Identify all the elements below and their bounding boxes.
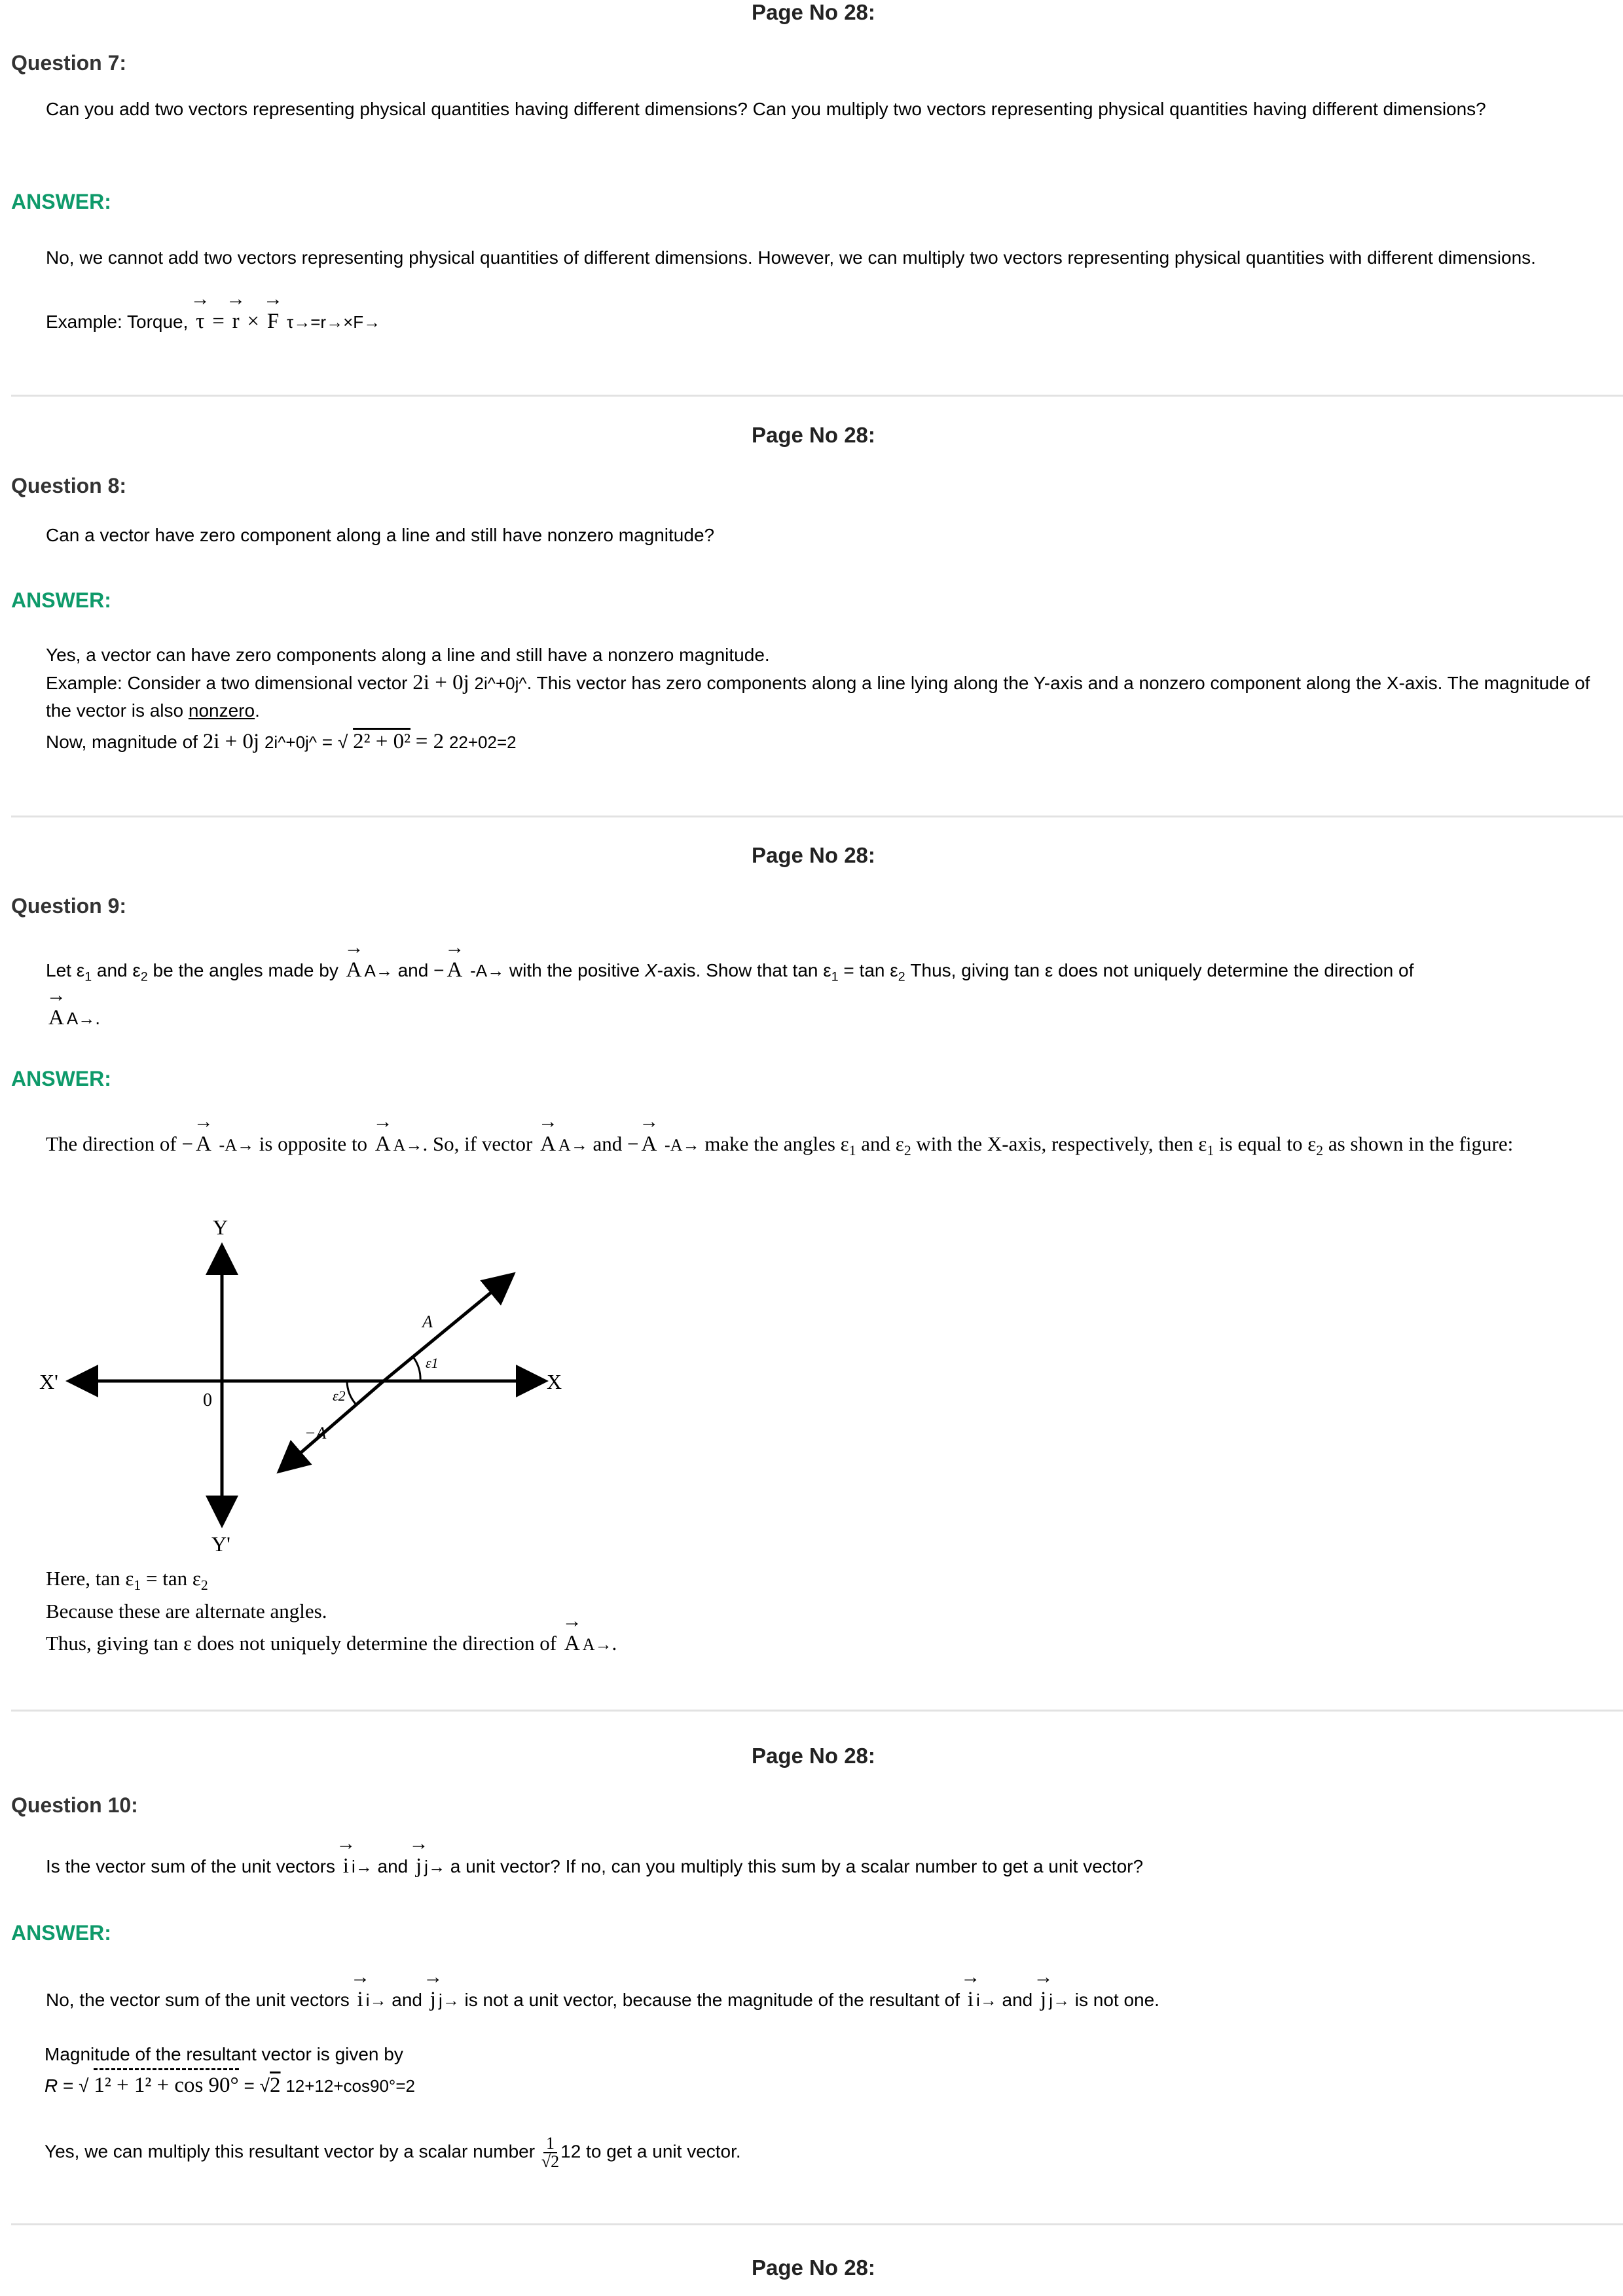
question-8-text: Can a vector have zero component along a line and still have nonzero magnitude? xyxy=(46,525,715,545)
a-vector: → A xyxy=(638,1130,659,1158)
example-prefix: Example: Consider a two dimensional vector xyxy=(46,673,408,693)
a-vector: → A xyxy=(562,1630,583,1657)
answer-10-magnitude xyxy=(45,2041,1609,2100)
text: Thus, giving tan ε does not uniquely determine the direction of xyxy=(905,960,1414,980)
section-divider xyxy=(11,395,1623,397)
answer-7-example xyxy=(46,308,1611,336)
label-vector-neg-a: −A xyxy=(304,1424,327,1443)
j-vector-plain: j→ xyxy=(438,1990,460,2010)
vector-plain: 2i^+0j^ xyxy=(264,732,318,752)
question-9-text xyxy=(46,953,1611,1035)
a-vector-plain: A→ xyxy=(582,1635,612,1654)
r-label: R xyxy=(45,2075,58,2096)
page-number-heading: Page No 28: xyxy=(752,0,875,24)
nonzero-word: nonzero xyxy=(188,700,255,721)
text: with the positive xyxy=(509,960,640,980)
term-2i: 2i xyxy=(202,730,220,753)
vector-expression xyxy=(412,669,469,696)
i-vector-plain: i→ xyxy=(976,1990,997,2010)
question-9-title: Question 9: xyxy=(11,894,127,918)
subscript: 1 xyxy=(831,969,839,984)
a-vector: → A xyxy=(344,953,365,987)
equals-sign: = xyxy=(321,732,333,752)
i-vector: → i xyxy=(355,1986,366,2013)
answer-9-label: ANSWER: xyxy=(11,1067,111,1090)
subscript: 1 xyxy=(84,969,92,984)
neg-a-vector-plain: -A→ xyxy=(665,1136,700,1155)
text: The direction of − xyxy=(46,1132,193,1155)
text: Because these are alternate angles. xyxy=(46,1600,327,1623)
text: as shown in the figure: xyxy=(1323,1132,1514,1155)
answer-9-conclusion xyxy=(46,1566,1611,1624)
result: = 2 xyxy=(415,730,445,753)
term-2i: 2i xyxy=(412,671,429,694)
text: and − xyxy=(593,1132,639,1155)
answer-10-text xyxy=(46,1986,1611,2014)
subscript: 1 xyxy=(1207,1143,1214,1159)
j-vector: → j xyxy=(428,1986,439,2013)
label-x: X xyxy=(547,1370,562,1393)
section-divider xyxy=(11,816,1623,817)
equation-plain: 12+12+cos90°=2 xyxy=(285,2076,415,2096)
text: Magnitude of the resultant vector is given by xyxy=(45,2044,403,2064)
fraction-one-over-root-two xyxy=(541,2135,559,2170)
subscript: 1 xyxy=(848,1143,856,1159)
question-10-text xyxy=(46,1852,1611,1880)
angle-e1-arc xyxy=(412,1356,420,1381)
now-prefix: Now, magnitude of xyxy=(46,732,198,752)
label-vector-a: A xyxy=(422,1312,433,1331)
page-number-heading: Page No 28: xyxy=(752,1744,875,1768)
text: = √ xyxy=(244,2075,270,2096)
text: to get a unit vector. xyxy=(586,2141,741,2162)
page-number-heading: Page No 28: xyxy=(752,423,875,447)
a-vector-plain: A→ xyxy=(364,961,393,980)
label-y-prime: Y' xyxy=(211,1532,230,1556)
equals-sign: = xyxy=(212,310,225,333)
text: and xyxy=(377,1856,409,1876)
sqrt-body: 1² + 1² + cos 90° xyxy=(94,2068,238,2099)
period: . xyxy=(95,1007,100,1028)
label-x-prime: X' xyxy=(39,1370,58,1393)
term-0j: 0j xyxy=(242,730,260,753)
example-suffix: . This vector has zero components along a line lying along the Y-axis and a nonzero component along the X-axis. The magnitude of the vector is also xyxy=(46,673,1590,721)
j-vector-plain: j→ xyxy=(424,1857,445,1876)
answer-10-conclusion xyxy=(45,2135,1609,2170)
vector-expression xyxy=(203,728,259,755)
answer-8-example xyxy=(46,669,1611,725)
answer-9-text xyxy=(46,1130,1611,1165)
a-vector: → A xyxy=(373,1130,393,1158)
text: and ε xyxy=(856,1132,904,1155)
numerator: 1 xyxy=(543,2135,557,2153)
sqrt-icon: √ xyxy=(337,732,348,752)
text: = tan ε xyxy=(838,960,898,980)
i-vector-plain: i→ xyxy=(365,1990,387,2010)
i-vector-plain: i→ xyxy=(351,1857,373,1876)
text: with the X-axis, respectively, then ε xyxy=(911,1132,1207,1155)
text: = tan ε xyxy=(141,1567,201,1590)
subscript: 2 xyxy=(140,969,148,984)
text: be the angles made by xyxy=(147,960,338,980)
sqrt-icon: √ xyxy=(79,2075,89,2096)
text: Let ε xyxy=(46,960,85,980)
sqrt-body: 2² + 0² xyxy=(353,730,410,753)
text: a unit vector? If no, can you multiply this sum by a scalar number to get a unit vector? xyxy=(450,1856,1144,1876)
label-e1: ε1 xyxy=(426,1355,439,1371)
r-vector: → r xyxy=(230,308,242,335)
text: Here, tan ε xyxy=(46,1567,134,1590)
answer-7-text: No, we cannot add two vectors representing physical quantities of different dimensions. However, we can multiply two vectors representing physical quantities with different dimensions. xyxy=(46,247,1536,268)
j-vector: → j xyxy=(413,1852,424,1880)
subscript: 2 xyxy=(200,1577,208,1594)
fraction-plain: 12 xyxy=(560,2141,581,2162)
text: Is the vector sum of the unit vectors xyxy=(46,1856,335,1876)
question-8-title: Question 8: xyxy=(11,474,127,497)
period: . xyxy=(255,700,260,721)
a-vector: → A xyxy=(444,953,465,987)
label-origin: 0 xyxy=(203,1390,212,1410)
text: = xyxy=(58,2075,79,2096)
subscript: 2 xyxy=(1316,1143,1324,1159)
text: is not a unit vector, because the magnitude of the resultant of xyxy=(464,1990,960,2010)
period: . xyxy=(611,1632,617,1655)
text: make the angles ε xyxy=(704,1132,849,1155)
page-number-heading: Page No 28: xyxy=(752,2255,875,2280)
text: is not one. xyxy=(1074,1990,1159,2010)
text: and xyxy=(392,1990,422,2010)
sqrt-two: 2 xyxy=(270,2073,281,2097)
answer-7-label: ANSWER: xyxy=(11,190,111,213)
i-vector: → i xyxy=(340,1852,352,1880)
angle-e2-arc xyxy=(347,1381,356,1405)
vector-plain: 2i^+0j^ xyxy=(474,673,527,693)
answer-8-magnitude xyxy=(46,728,1611,756)
a-vector-plain: A→ xyxy=(66,1008,96,1028)
tau-vector: → τ xyxy=(193,308,207,335)
x-italic: X xyxy=(644,960,657,980)
text: and − xyxy=(397,960,445,980)
neg-a-vector-plain: -A→ xyxy=(219,1136,254,1155)
example-prefix: Example: Torque, xyxy=(46,312,189,332)
term-0j: 0j xyxy=(452,671,469,694)
label-y: Y xyxy=(213,1215,228,1239)
question-10-title: Question 10: xyxy=(11,1793,138,1817)
text: . So, if vector xyxy=(422,1132,533,1155)
section-divider xyxy=(11,1710,1623,1712)
text: Yes, we can multiply this resultant vector by a scalar number xyxy=(45,2141,536,2162)
j-vector-plain: j→ xyxy=(1049,1990,1070,2010)
page-number-heading: Page No 28: xyxy=(752,843,875,867)
text: and xyxy=(1002,1990,1033,2010)
result-plain: 22+02=2 xyxy=(448,732,517,752)
answer-8-line1: Yes, a vector can have zero components along a line and still have a nonzero magnitude. xyxy=(46,645,770,665)
vector-angle-figure xyxy=(39,1211,563,1564)
answer-9-thus xyxy=(46,1630,1611,1659)
a-vector: → A xyxy=(193,1130,214,1158)
label-e2: ε2 xyxy=(333,1388,346,1404)
question-7-title: Question 7: xyxy=(11,51,127,75)
neg-a-vector-plain: -A→ xyxy=(470,961,505,980)
text: -axis. Show that tan ε xyxy=(657,960,831,980)
torque-plain-text: τ→=r→×F→ xyxy=(286,312,381,332)
answer-8-label: ANSWER: xyxy=(11,588,111,612)
text: is equal to ε xyxy=(1214,1132,1317,1155)
j-vector: → j xyxy=(1038,1986,1049,2013)
denominator: √2 xyxy=(541,2152,560,2171)
text: and ε xyxy=(92,960,141,980)
subscript: 2 xyxy=(903,1143,911,1159)
question-7-text: Can you add two vectors representing physical quantities having different dimensions? Can you multiply two vectors representing physical quantities having different dimensions? xyxy=(46,99,1486,119)
vector-a-arrow xyxy=(384,1276,511,1381)
f-vector: → F xyxy=(264,308,282,335)
answer-10-label: ANSWER: xyxy=(11,1921,111,1945)
text: is opposite to xyxy=(259,1132,368,1155)
a-vector: → A xyxy=(538,1130,558,1158)
i-vector: → i xyxy=(965,1986,976,2013)
subscript: 1 xyxy=(134,1577,141,1594)
text: Thus, giving tan ε does not uniquely determine the direction of xyxy=(46,1632,557,1655)
cross-sign: × xyxy=(247,310,260,333)
plus-sign: + xyxy=(225,730,238,753)
a-vector: → A xyxy=(46,1001,67,1035)
a-vector-plain: A→ xyxy=(393,1136,423,1155)
text: No, the vector sum of the unit vectors xyxy=(46,1990,350,2010)
a-vector-plain: A→ xyxy=(558,1136,588,1155)
plus-sign: + xyxy=(435,671,447,694)
section-divider xyxy=(11,2223,1623,2225)
subscript: 2 xyxy=(898,969,905,984)
